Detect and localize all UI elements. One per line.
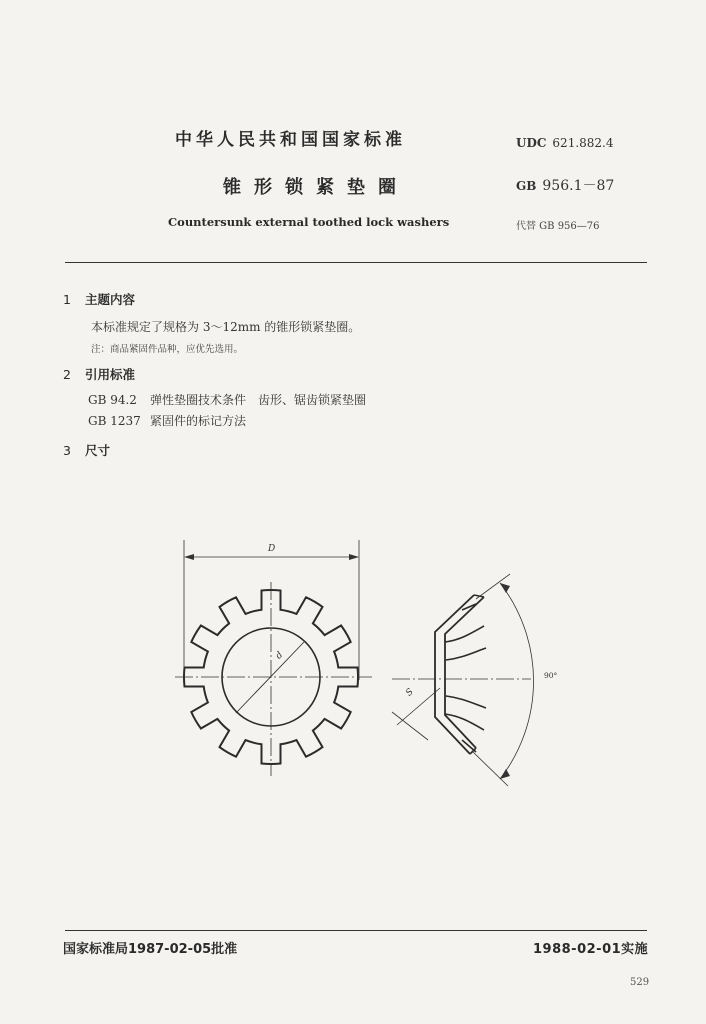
side-view-body — [435, 595, 484, 754]
section-number: 3 — [63, 443, 71, 458]
approval-note: 国家标准局1987-02-05批准 — [63, 942, 238, 957]
arrow-left-icon — [184, 554, 194, 560]
page-number: 529 — [630, 977, 650, 988]
document-title-cn: 锥形锁紧垫圈 — [223, 177, 409, 198]
label-D: D — [268, 544, 276, 554]
section-title: 引用标准 — [85, 367, 136, 382]
arrow-icon — [500, 769, 510, 779]
gb-label: GB — [516, 179, 537, 193]
replaces-standard: 代替 GB 956—76 — [516, 221, 600, 232]
angle-leader-bottom — [472, 751, 508, 786]
section-number: 1 — [63, 292, 71, 307]
reference-code: GB 1237 — [88, 414, 141, 428]
angle-arc — [500, 583, 534, 779]
section-title: 尺寸 — [85, 443, 111, 458]
udc-value: 621.882.4 — [552, 136, 614, 150]
inner-diameter-line — [236, 642, 304, 713]
footer-divider — [65, 930, 647, 931]
reference-title: 紧固件的标记方法 — [150, 414, 247, 428]
udc-label: UDC — [516, 136, 547, 150]
reference-title: 弹性垫圈技术条件 齿形、锯齿锁紧垫圈 — [150, 393, 367, 407]
section-1-text: 本标准规定了规格为 3～12mm 的锥形锁紧垫圈。 — [91, 320, 361, 334]
label-S: S — [404, 687, 416, 699]
arrow-icon — [500, 583, 510, 593]
label-d: d — [274, 650, 286, 662]
gb-value: 956.1－87 — [542, 178, 615, 194]
label-angle: 90° — [544, 671, 558, 680]
section-title: 主题内容 — [85, 292, 136, 307]
document-title-en: Countersunk external toothed lock washers — [168, 215, 450, 229]
thickness-extension — [392, 712, 428, 740]
side-view-teeth — [445, 595, 486, 754]
section-1-note: 注：商品紧固件品种，应优先选用。 — [91, 344, 244, 355]
standard-title: 中华人民共和国国家标准 — [175, 130, 406, 150]
effective-date: 1988-02-01实施 — [533, 942, 649, 957]
arrow-right-icon — [349, 554, 359, 560]
thickness-dimension-line — [397, 688, 440, 725]
section-number: 2 — [63, 367, 71, 382]
reference-code: GB 94.2 — [88, 393, 137, 407]
